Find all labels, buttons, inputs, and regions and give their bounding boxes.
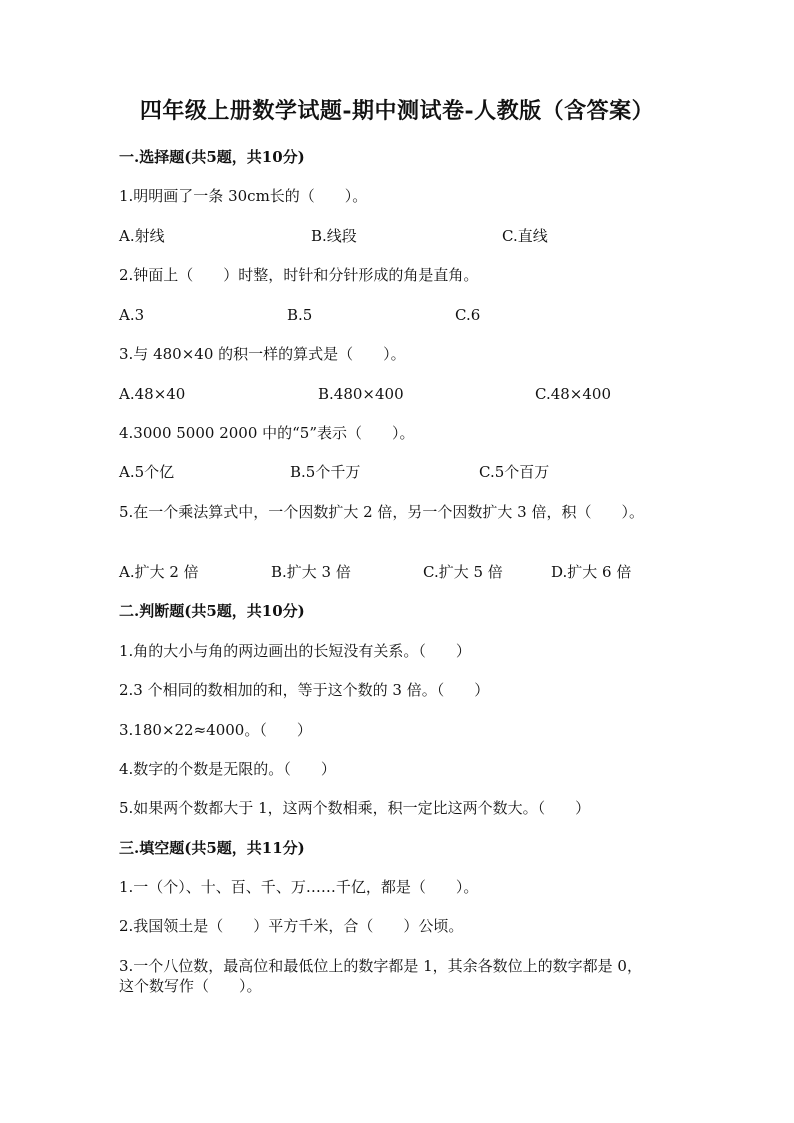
option-c: C.直线 (502, 227, 548, 245)
page-title: 四年级上册数学试题-期中测试卷-人教版（含答案） (139, 98, 655, 124)
option-c: C.扩大 5 倍 (423, 563, 503, 581)
question-text: 1.明明画了一条 30cm长的（ ）。 (119, 187, 368, 205)
question-text: 3.一个八位数，最高位和最低位上的数字都是 1，其余各数位上的数字都是 0， (119, 957, 642, 975)
question-text: 2.我国领土是（ ）平方千米，合（ ）公顷。 (119, 917, 464, 935)
option-b: B.扩大 3 倍 (271, 563, 351, 581)
question-text: 2.钟面上（ ）时整，时针和分针形成的角是直角。 (119, 266, 479, 284)
option-a: A.5个亿 (119, 463, 175, 481)
question-text: 5.如果两个数都大于 1，这两个数相乘，积一定比这两个数大。（ ） (119, 799, 591, 817)
option-c: C.5个百万 (479, 463, 550, 481)
option-c: C.6 (455, 306, 481, 324)
section-heading-fill-blank: 三.填空题(共5题，共11分) (119, 839, 305, 857)
question-text-continued: 这个数写作（ ）。 (119, 977, 262, 995)
question-text: 5.在一个乘法算式中，一个因数扩大 2 倍，另一个因数扩大 3 倍，积（ ）。 (119, 503, 644, 521)
question-text: 4.3000 5000 2000 中的“5”表示（ ）。 (119, 424, 415, 442)
option-a: A.射线 (119, 227, 165, 245)
option-c: C.48×400 (535, 385, 611, 403)
option-b: B.5个千万 (290, 463, 361, 481)
section-heading-choice: 一.选择题(共5题，共10分) (119, 148, 305, 166)
option-a: A.扩大 2 倍 (119, 563, 199, 581)
option-d: D.扩大 6 倍 (551, 563, 632, 581)
option-b: B.5 (287, 306, 313, 324)
question-text: 1.角的大小与角的两边画出的长短没有关系。（ ） (119, 642, 471, 660)
question-text: 1.一（个）、十、百、千、万……千亿，都是（ ）。 (119, 878, 479, 896)
question-text: 3.与 480×40 的积一样的算式是（ ）。 (119, 345, 406, 363)
option-b: B.线段 (311, 227, 357, 245)
option-b: B.480×400 (318, 385, 404, 403)
question-text: 2.3 个相同的数相加的和，等于这个数的 3 倍。（ ） (119, 681, 490, 699)
option-a: A.48×40 (119, 385, 186, 403)
section-heading-judgment: 二.判断题(共5题，共10分) (119, 602, 305, 620)
option-a: A.3 (119, 306, 145, 324)
question-text: 3.180×22≈4000。（ ） (119, 721, 312, 739)
question-text: 4.数字的个数是无限的。（ ） (119, 760, 336, 778)
